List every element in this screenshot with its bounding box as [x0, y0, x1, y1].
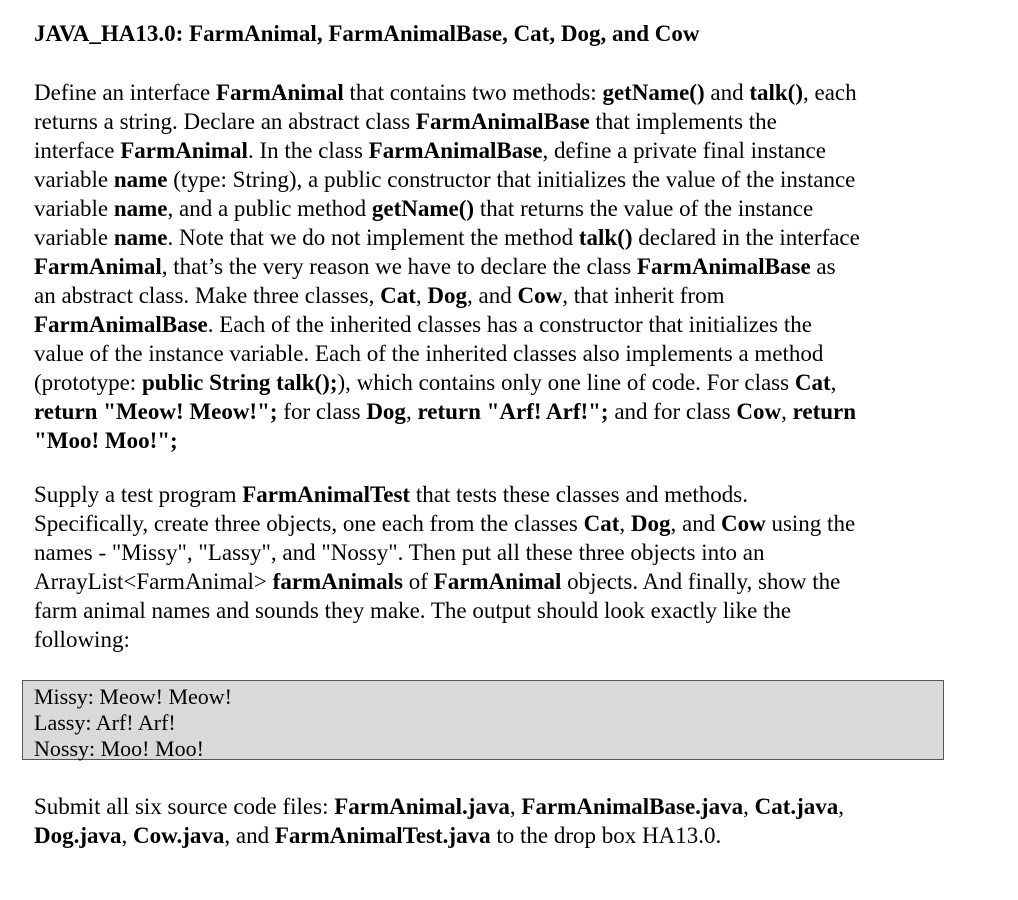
text-run: value of the instance variable. Each of the inherited classes also implements a method [34, 341, 824, 366]
text-run: that contains two methods: [343, 80, 603, 105]
text-run: variable [34, 225, 114, 250]
text-line [34, 136, 994, 165]
bold-term: Dog.java [34, 823, 122, 848]
text-run: , [781, 399, 793, 424]
text-line [34, 792, 994, 821]
text-line [34, 397, 994, 426]
bold-term: FarmAnimalBase [415, 109, 590, 134]
text-run: that tests these classes and methods. [410, 482, 748, 507]
bold-term: name [113, 225, 168, 250]
bold-term: Dog [366, 399, 406, 424]
text-run: following: [34, 627, 130, 652]
bold-term: name [113, 196, 168, 221]
bold-term: Dog [630, 511, 671, 536]
bold-term: return "Meow! Meow!"; [34, 399, 278, 424]
text-run: and for class [608, 399, 737, 424]
text-run: , [830, 370, 837, 395]
bold-term: FarmAnimal [34, 254, 162, 279]
document-title: JAVA_HA13.0: FarmAnimal, FarmAnimalBase, Cat, Dog, and Cow [34, 21, 700, 46]
text-run: , [619, 511, 631, 536]
bold-term: talk() [578, 225, 633, 250]
text-run: . Note that we do not implement the method [167, 225, 579, 250]
text-run: ), which contains only one line of code. For class [337, 370, 795, 395]
text-run: , that inherit from [562, 283, 725, 308]
text-run: Define an interface [34, 80, 216, 105]
text-run: , and [467, 283, 518, 308]
text-run: names - "Missy", "Lassy", and "Nossy". Then put all these three objects into an [34, 540, 765, 565]
text-run: and [704, 80, 750, 105]
text-line [34, 821, 994, 850]
text-run: , [121, 823, 134, 848]
bold-term: Dog [427, 283, 468, 308]
test-program-paragraph [34, 480, 994, 654]
text-run: , define a private final instance [542, 138, 826, 163]
text-run: , that’s the very reason we have to declare the class [161, 254, 637, 279]
bold-term: Cow [720, 511, 766, 536]
expected-output-box [22, 680, 944, 760]
text-run: that returns the value of the instance [474, 196, 814, 221]
text-line [34, 538, 994, 567]
bold-term: Cat.java [754, 794, 839, 819]
text-run: for class [277, 399, 367, 424]
bold-term: Cow [517, 283, 563, 308]
text-run: (prototype: [34, 370, 142, 395]
text-run: , and [224, 823, 275, 848]
text-line [34, 509, 994, 538]
text-run: , each [803, 80, 857, 105]
bold-term: FarmAnimalTest.java [274, 823, 491, 848]
text-line [34, 368, 994, 397]
text-line [34, 310, 994, 339]
text-run: that implements the [589, 109, 777, 134]
text-run: , [509, 794, 522, 819]
bold-term: Cat [380, 283, 416, 308]
text-line [34, 78, 994, 107]
output-line: Missy: Meow! Meow! [34, 684, 232, 709]
output-line: Lassy: Arf! Arf! [34, 710, 176, 735]
text-run: Supply a test program [34, 482, 243, 507]
output-line: Nossy: Moo! Moo! [34, 736, 204, 761]
bold-term: public String talk(); [141, 370, 338, 395]
bold-term: farmAnimals [272, 569, 403, 594]
text-run: ArrayList<FarmAnimal> [34, 569, 273, 594]
text-run: returns a string. Declare an abstract class [34, 109, 416, 134]
submission-paragraph [34, 792, 994, 850]
text-line [34, 223, 994, 252]
text-line [34, 252, 994, 281]
bold-term: FarmAnimalBase [636, 254, 811, 279]
bold-term: FarmAnimal [433, 569, 562, 594]
text-run: to the drop box HA13.0. [490, 823, 722, 848]
text-line [34, 281, 994, 310]
text-run: , and [670, 511, 721, 536]
text-line [34, 165, 994, 194]
text-run: farm animal names and sounds they make. The output should look exactly like the [34, 598, 792, 623]
bold-term: name [113, 167, 168, 192]
bold-term: FarmAnimal [120, 138, 248, 163]
bold-term: Cat [583, 511, 620, 536]
bold-term: "Moo! Moo!"; [34, 428, 178, 453]
text-line [34, 426, 994, 455]
text-line [34, 596, 994, 625]
text-run: objects. And finally, show the [561, 569, 841, 594]
text-run: interface [34, 138, 121, 163]
bold-term: talk() [749, 80, 804, 105]
text-run: , [415, 283, 428, 308]
bold-term: FarmAnimal.java [334, 794, 510, 819]
instructions-paragraph [34, 78, 994, 455]
text-run: (type: String), a public constructor that initializes the value of the instance [167, 167, 856, 192]
bold-term: Cow.java [133, 823, 225, 848]
text-run: , and a public method [167, 196, 372, 221]
text-run: using the [765, 511, 856, 536]
text-run: , [405, 399, 418, 424]
bold-term: Cow [736, 399, 782, 424]
text-line [34, 625, 994, 654]
text-run: declared in the interface [632, 225, 860, 250]
bold-term: FarmAnimalBase [368, 138, 543, 163]
text-run: . Each of the inherited classes has a constructor that initializes the [207, 312, 812, 337]
text-run: of [402, 569, 434, 594]
text-run: , [838, 794, 845, 819]
bold-term: FarmAnimalBase [34, 312, 208, 337]
bold-term: FarmAnimal [215, 80, 344, 105]
bold-term: return "Arf! Arf!"; [417, 399, 609, 424]
text-run: variable [34, 196, 114, 221]
text-line [34, 107, 994, 136]
text-line [34, 567, 994, 596]
text-line [34, 480, 994, 509]
bold-term: return [792, 399, 857, 424]
bold-term: getName() [602, 80, 705, 105]
bold-term: getName() [371, 196, 475, 221]
text-run: as [810, 254, 836, 279]
bold-term: FarmAnimalBase.java [521, 794, 744, 819]
text-line [34, 339, 994, 368]
text-line [34, 194, 994, 223]
text-run: Specifically, create three objects, one each from the classes [34, 511, 584, 536]
bold-term: Cat [794, 370, 831, 395]
text-run: variable [34, 167, 114, 192]
text-run: , [743, 794, 755, 819]
text-run: an abstract class. Make three classes, [34, 283, 381, 308]
text-run: Submit all six source code files: [34, 794, 335, 819]
bold-term: FarmAnimalTest [242, 482, 411, 507]
text-run: . In the class [247, 138, 369, 163]
